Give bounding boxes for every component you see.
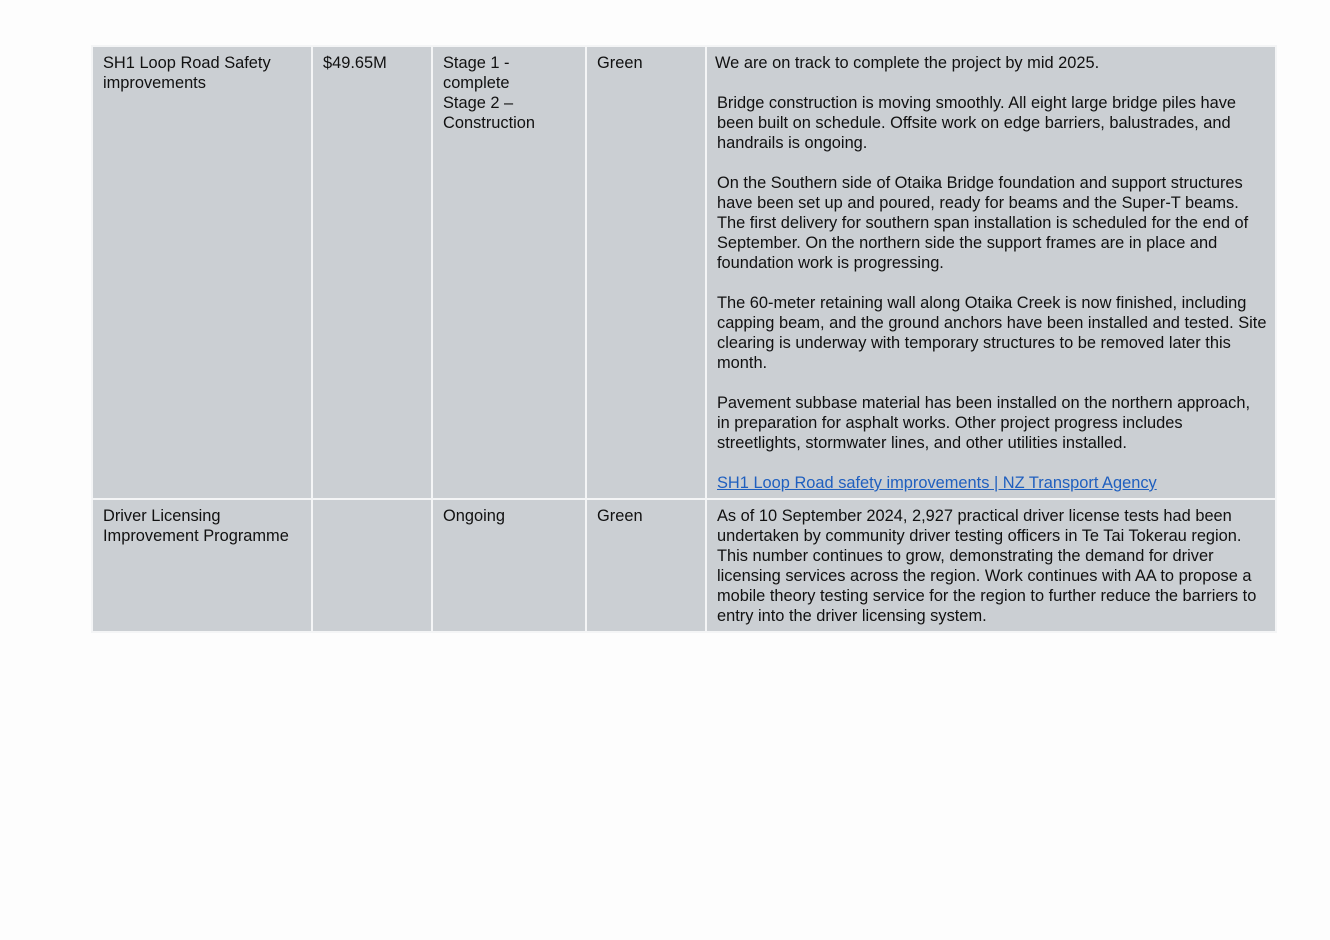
commentary-paragraph: Bridge construction is moving smoothly. All eight large bridge piles have been built on schedule. Offsite work on edge barriers, balustrades, and handrails is ongoing.: [717, 94, 1237, 152]
commentary-paragraph: Pavement subbase material has been installed on the northern approach, in preparation for asphalt works. Other project progress includes streetlights, stormwater lines, and other utilities installed.: [717, 394, 1251, 452]
commentary-paragraph: On the Southern side of Otaika Bridge foundation and support structures have been set up and poured, ready for beams and the Super-T beams. The first delivery for southern span installation is scheduled for the end of September. On the northern side the support frames are in place and foundation work is progressing.: [717, 174, 1249, 272]
commentary-cell: [706, 499, 1276, 632]
commentary-paragraph: As of 10 September 2024, 2,927 practical driver license tests had been undertaken by community driver testing officers in Te Tai Tokerau region. This number continues to grow, demonstrating the demand for driver licensing services across the region. Work continues with AA to propose a mobile theory testing service for the region to further reduce the barriers to entry into the driver licensing system.: [717, 507, 1257, 625]
cost-cell: [312, 46, 432, 499]
stage-cell: [432, 499, 586, 632]
status-cell: [586, 499, 706, 632]
link-paragraph: [717, 473, 1267, 493]
table-row: [92, 499, 1276, 632]
commentary-paragraph: The 60-meter retaining wall along Otaika Creek is now finished, including capping beam, and the ground anchors have been installed and tested. Site clearing is underway with temporary structures to be removed later this month.: [717, 294, 1267, 372]
stage-line: Construction: [443, 114, 536, 132]
project-name: Driver Licensing Improvement Programme: [103, 507, 289, 545]
cost-cell: [312, 499, 432, 632]
commentary-paragraph: We are on track to complete the project by mid 2025.: [715, 54, 1100, 72]
project-link[interactable]: SH1 Loop Road safety improvements | NZ Transport Agency: [717, 474, 1157, 492]
commentary-cell: [706, 46, 1276, 499]
stage-line: Stage 1 -: [443, 54, 510, 72]
status-cell: [586, 46, 706, 499]
stage-line: Stage 2 –: [443, 94, 514, 112]
stage-line: complete: [443, 74, 510, 92]
table-row: [92, 46, 1276, 499]
projects-table: [91, 45, 1277, 633]
project-name-cell: [92, 46, 312, 499]
project-name: SH1 Loop Road Safety improvements: [103, 54, 271, 92]
stage-cell: [432, 46, 586, 499]
status-text: Green: [597, 507, 643, 525]
stage-line: Ongoing: [443, 507, 505, 525]
project-cost: $49.65M: [323, 54, 387, 72]
status-text: Green: [597, 54, 643, 72]
project-name-cell: [92, 499, 312, 632]
